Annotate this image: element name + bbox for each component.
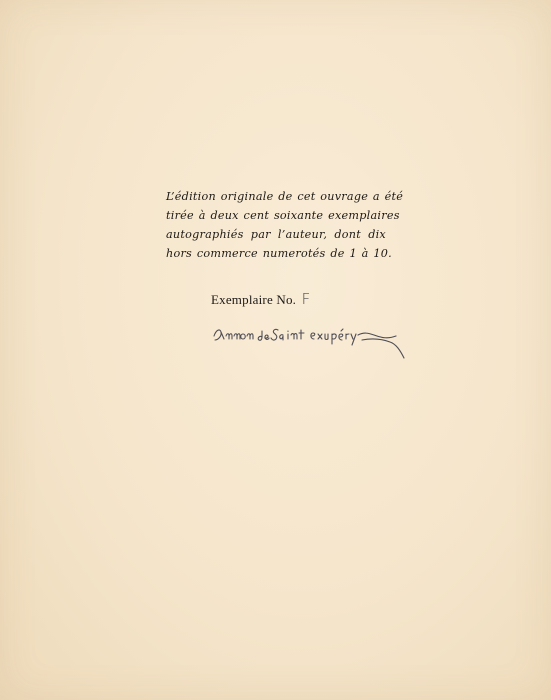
limitation-statement [166,187,404,263]
copy-number-value: F [301,290,311,308]
limitation-line-1: L’édition originale de cet ouvrage a été [166,190,404,203]
limitation-line-3: autographiés par l’auteur, dont dix [166,228,386,241]
limitation-line-2: tirée à deux cent soixante exemplaires [166,209,400,222]
limitation-line-4: hors commerce numerotés de 1 à 10. [166,247,392,260]
copy-number-label: Exemplaire No. [211,292,297,307]
copy-number-line [211,290,310,308]
author-signature [212,322,417,362]
